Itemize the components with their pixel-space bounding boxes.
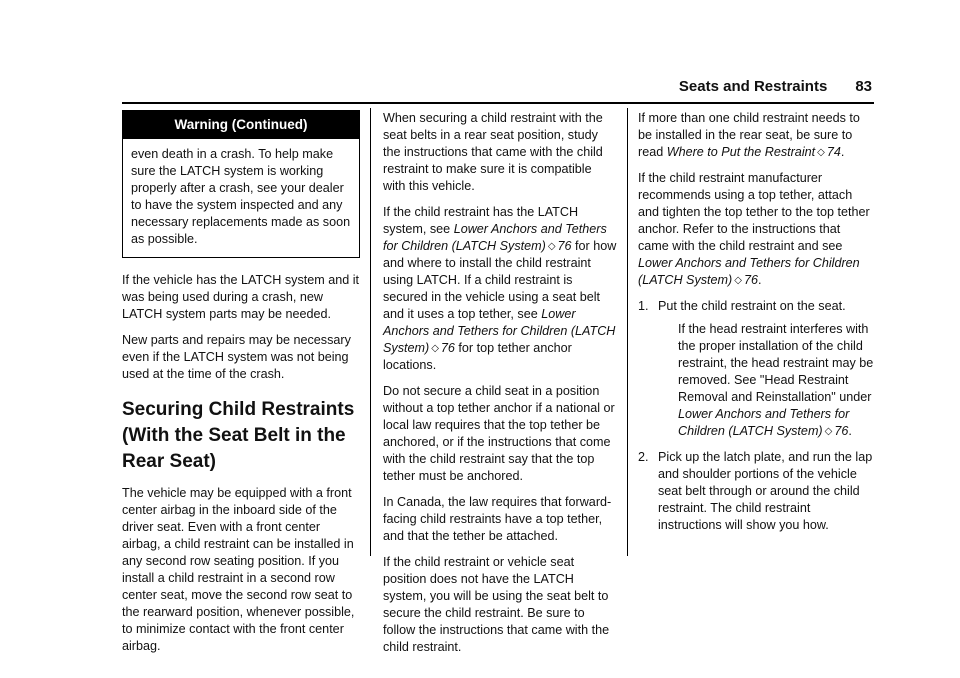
- warning-text: even death in a crash. To help make sure the LATCH system is working properly after a crash, see your dealer to have the system inspected and any necessary replacements made as soon as possible.: [131, 147, 351, 246]
- running-header: [0, 78, 872, 95]
- paragraph: In Canada, the law requires that forward-facing child restraints have a top tether, and that the tether be attached.: [383, 495, 612, 543]
- step-number: 2.: [638, 450, 649, 464]
- list-item: 2. Pick up the latch plate, and run the lap and shoulder portions of the vehicle seat belt through or around the child restraint. The child restraint instructions will show you how.: [638, 450, 873, 532]
- paragraph: The vehicle may be equipped with a front center airbag in the inboard side of the driver seat. Even with a front center airbag, a child restraint can be installed in any second row seating position. If you install a child restraint in a second row center seat, move the second row seat to the rearward position, whenever possible, to minimize contact with the front center airbag.: [122, 486, 355, 653]
- paragraph: If the vehicle has the LATCH system and it was being used during a crash, new LATCH system parts may be needed.: [122, 273, 360, 321]
- column-1: [122, 110, 360, 664]
- list-item: 1. Put the child restraint on the seat. If the head restraint interferes with the proper installation of the child restraint, the head restraint may be removed. See "Head Restraint Removal and Reinstallation" under Lower Anchors and Tethers for Children (LATCH System) ◇ 76.: [638, 299, 874, 438]
- page-reference-icon: ◇: [824, 426, 833, 437]
- paragraph: If more than one child restraint needs to be installed in the rear seat, be sure to read Where to Put the Restraint ◇ 74.: [638, 111, 860, 159]
- paragraph: When securing a child restraint with the seat belts in a rear seat position, study the instructions that came with the child restraint to make sure it is compatible with this vehicle.: [383, 111, 603, 193]
- cross-reference[interactable]: Lower Anchors and Tethers for Children (LATCH System): [678, 407, 850, 438]
- paragraph: If the child restraint manufacturer recommends using a top tether, attach and tighten the top tether to the top tether anchor. Refer to the instructions that came with the child restraint and see Lower Anchors and Tethers for Children (LATCH System) ◇ 76.: [638, 171, 870, 287]
- cross-reference[interactable]: Where to Put the Restraint: [666, 145, 816, 159]
- page-reference[interactable]: 76: [834, 424, 849, 438]
- column-3: [638, 110, 874, 543]
- page-number: 83: [855, 78, 872, 95]
- page-reference-icon: ◇: [431, 343, 439, 354]
- page-reference[interactable]: 74: [826, 145, 841, 159]
- cross-reference[interactable]: Lower Anchors and Tethers for Children (LATCH System): [383, 307, 616, 355]
- cross-reference[interactable]: Lower Anchors and Tethers for Children (LATCH System): [638, 256, 860, 287]
- warning-box: [122, 110, 360, 258]
- column-divider-2: [627, 108, 628, 556]
- steps-list: [638, 298, 874, 534]
- section-title: Seats and Restraints: [678, 78, 828, 95]
- page-reference-icon: ◇: [734, 275, 742, 286]
- paragraph: If the child restraint has the LATCH system, see Lower Anchors and Tethers for Children (LATCH System) ◇ 76 for how and where to install the child restraint using LATCH. If a child restraint is secured in the vehicle using a seat belt and it uses a top tether, see Lower Anchors and Tethers for Children (LATCH System) ◇ 76 for top tether anchor locations.: [383, 205, 617, 372]
- step-detail: If the head restraint interferes with the proper installation of the child restraint, the head restraint may be removed. See "Head Restraint Removal and Reinstallation" under Lower Anchors and Tethers for Children (LATCH System) ◇ 76.: [678, 322, 874, 438]
- paragraph: If the child restraint or vehicle seat position does not have the LATCH system, you will be using the seat belt to secure the child restraint. Be sure to follow the instructions that came with the child restraint.: [383, 555, 610, 654]
- page-reference[interactable]: 76: [557, 239, 572, 253]
- page-reference[interactable]: 76: [440, 341, 455, 355]
- column-2: [383, 110, 617, 665]
- warning-title: Warning (Continued): [123, 111, 359, 139]
- page-reference[interactable]: 76: [743, 273, 758, 287]
- cross-reference[interactable]: Lower Anchors and Tethers for Children (LATCH System): [383, 222, 607, 253]
- header-rule: [122, 102, 874, 104]
- step-number: 1.: [638, 299, 649, 313]
- page-reference-icon: ◇: [817, 147, 825, 158]
- section-heading: Securing Child Restraints (With the Seat Belt in the Rear Seat): [122, 399, 355, 472]
- column-divider-1: [370, 108, 371, 556]
- page-reference-icon: ◇: [547, 241, 556, 252]
- paragraph: Do not secure a child seat in a position without a top tether anchor if a national or local law requires that the top tether be anchored, or if the instructions that come with the child restraint say that the top tether must be anchored.: [383, 384, 615, 483]
- paragraph: New parts and repairs may be necessary even if the LATCH system was not being used at the time of the crash.: [122, 333, 351, 381]
